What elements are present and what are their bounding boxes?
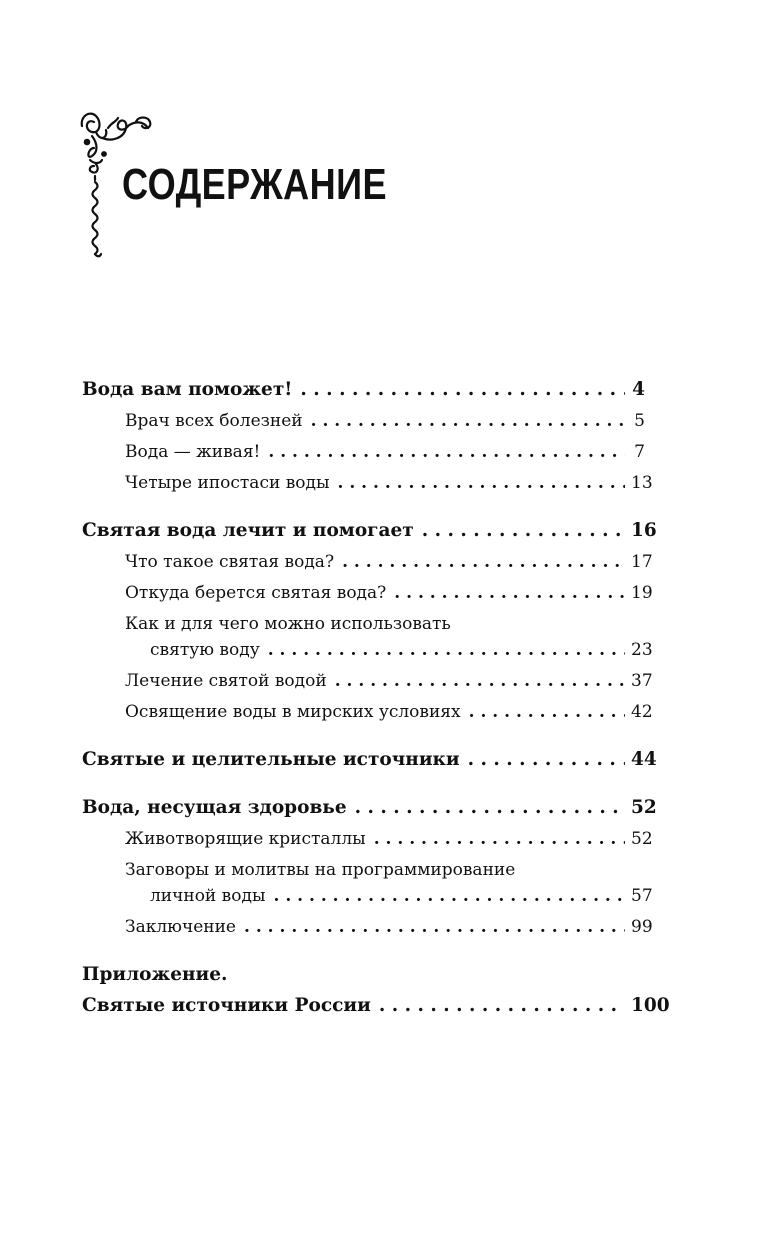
- dot-leader: [468, 749, 625, 771]
- toc-page-number: 99: [631, 917, 653, 937]
- toc-entry[interactable]: [82, 542, 653, 573]
- toc-entry-title: Вода вам поможет!: [82, 379, 293, 400]
- toc-entry-title: Вода — живая!: [125, 442, 261, 462]
- toc-page-number: 100: [631, 995, 670, 1016]
- dot-leader: [268, 639, 625, 661]
- toc-page-number: 57: [631, 886, 653, 906]
- toc-page-number: 7: [634, 442, 645, 462]
- toc-entry-title: Лечение святой водой: [125, 671, 327, 691]
- toc-entry[interactable]: [82, 661, 653, 692]
- toc-entry-continuation[interactable]: [82, 881, 653, 907]
- dot-leader: [394, 582, 625, 604]
- toc-entry[interactable]: [82, 740, 657, 771]
- toc-page-number: 52: [631, 829, 653, 849]
- toc-entry-title: личной воды: [150, 886, 266, 906]
- dot-leader: [268, 441, 625, 463]
- toc-entry-title: Откуда берется святая вода?: [125, 583, 387, 603]
- toc-entry-title: Как и для чего можно использовать: [125, 614, 451, 634]
- dot-leader: [300, 379, 625, 401]
- toc-entry-title: Что такое святая вода?: [125, 552, 335, 572]
- dot-leader: [342, 551, 625, 573]
- toc-entry-title: Святые и целительные источники: [82, 749, 460, 770]
- toc-entry[interactable]: [82, 850, 645, 881]
- toc-entry[interactable]: [82, 573, 653, 604]
- toc-entry-title: Святые источники России: [82, 995, 371, 1016]
- toc-entry-title: Вода, несущая здоровье: [82, 797, 347, 818]
- toc-entry-title: Освящение воды в мирских условиях: [125, 702, 461, 722]
- toc-entry-title: Святая вода лечит и помогает: [82, 520, 414, 541]
- toc-page-number: 44: [631, 749, 657, 770]
- toc-page-number: 4: [632, 379, 645, 400]
- toc-entry-title: Заключение: [125, 917, 236, 937]
- toc-page-number: 42: [631, 702, 653, 722]
- toc-entry[interactable]: [82, 955, 645, 986]
- toc-entry[interactable]: [82, 819, 653, 850]
- toc-entry[interactable]: [82, 511, 657, 542]
- dot-leader: [379, 995, 625, 1017]
- toc-entry[interactable]: [82, 788, 657, 819]
- toc-entry[interactable]: [82, 370, 645, 401]
- toc-entry-title: Животворящие кристаллы: [125, 829, 366, 849]
- toc-page-number: 23: [631, 640, 653, 660]
- toc-entry-continuation[interactable]: [82, 986, 670, 1017]
- toc-entry-title: святую воду: [150, 640, 260, 660]
- toc-entry-continuation[interactable]: [82, 635, 653, 661]
- toc-page-number: 19: [631, 583, 653, 603]
- toc-entry[interactable]: [82, 463, 653, 494]
- table-of-contents: [82, 370, 670, 1017]
- dot-leader: [374, 828, 625, 850]
- toc-page-number: 17: [631, 552, 653, 572]
- page-title: СОДЕРЖАНИЕ: [122, 160, 387, 209]
- toc-entry-title: Четыре ипостаси воды: [125, 473, 330, 493]
- dot-leader: [311, 410, 625, 432]
- toc-entry[interactable]: [82, 692, 653, 723]
- dot-leader: [244, 916, 625, 938]
- toc-entry[interactable]: [82, 604, 645, 635]
- toc-page-number: 16: [631, 520, 657, 541]
- dot-leader: [355, 797, 625, 819]
- dot-leader: [273, 885, 625, 907]
- toc-entry-title: Приложение.: [82, 964, 228, 985]
- toc-page-number: 37: [631, 671, 653, 691]
- toc-entry[interactable]: [82, 432, 645, 463]
- dot-leader: [422, 520, 625, 542]
- toc-entry-title: Заговоры и молитвы на программирование: [125, 860, 516, 880]
- toc-entry[interactable]: [82, 907, 653, 938]
- toc-page-number: 5: [634, 411, 645, 431]
- dot-leader: [338, 472, 626, 494]
- toc-page-number: 52: [631, 797, 657, 818]
- dot-leader: [469, 701, 625, 723]
- toc-page-number: 13: [631, 473, 653, 493]
- toc-entry[interactable]: [82, 401, 645, 432]
- dot-leader: [335, 670, 625, 692]
- toc-entry-title: Врач всех болезней: [125, 411, 303, 431]
